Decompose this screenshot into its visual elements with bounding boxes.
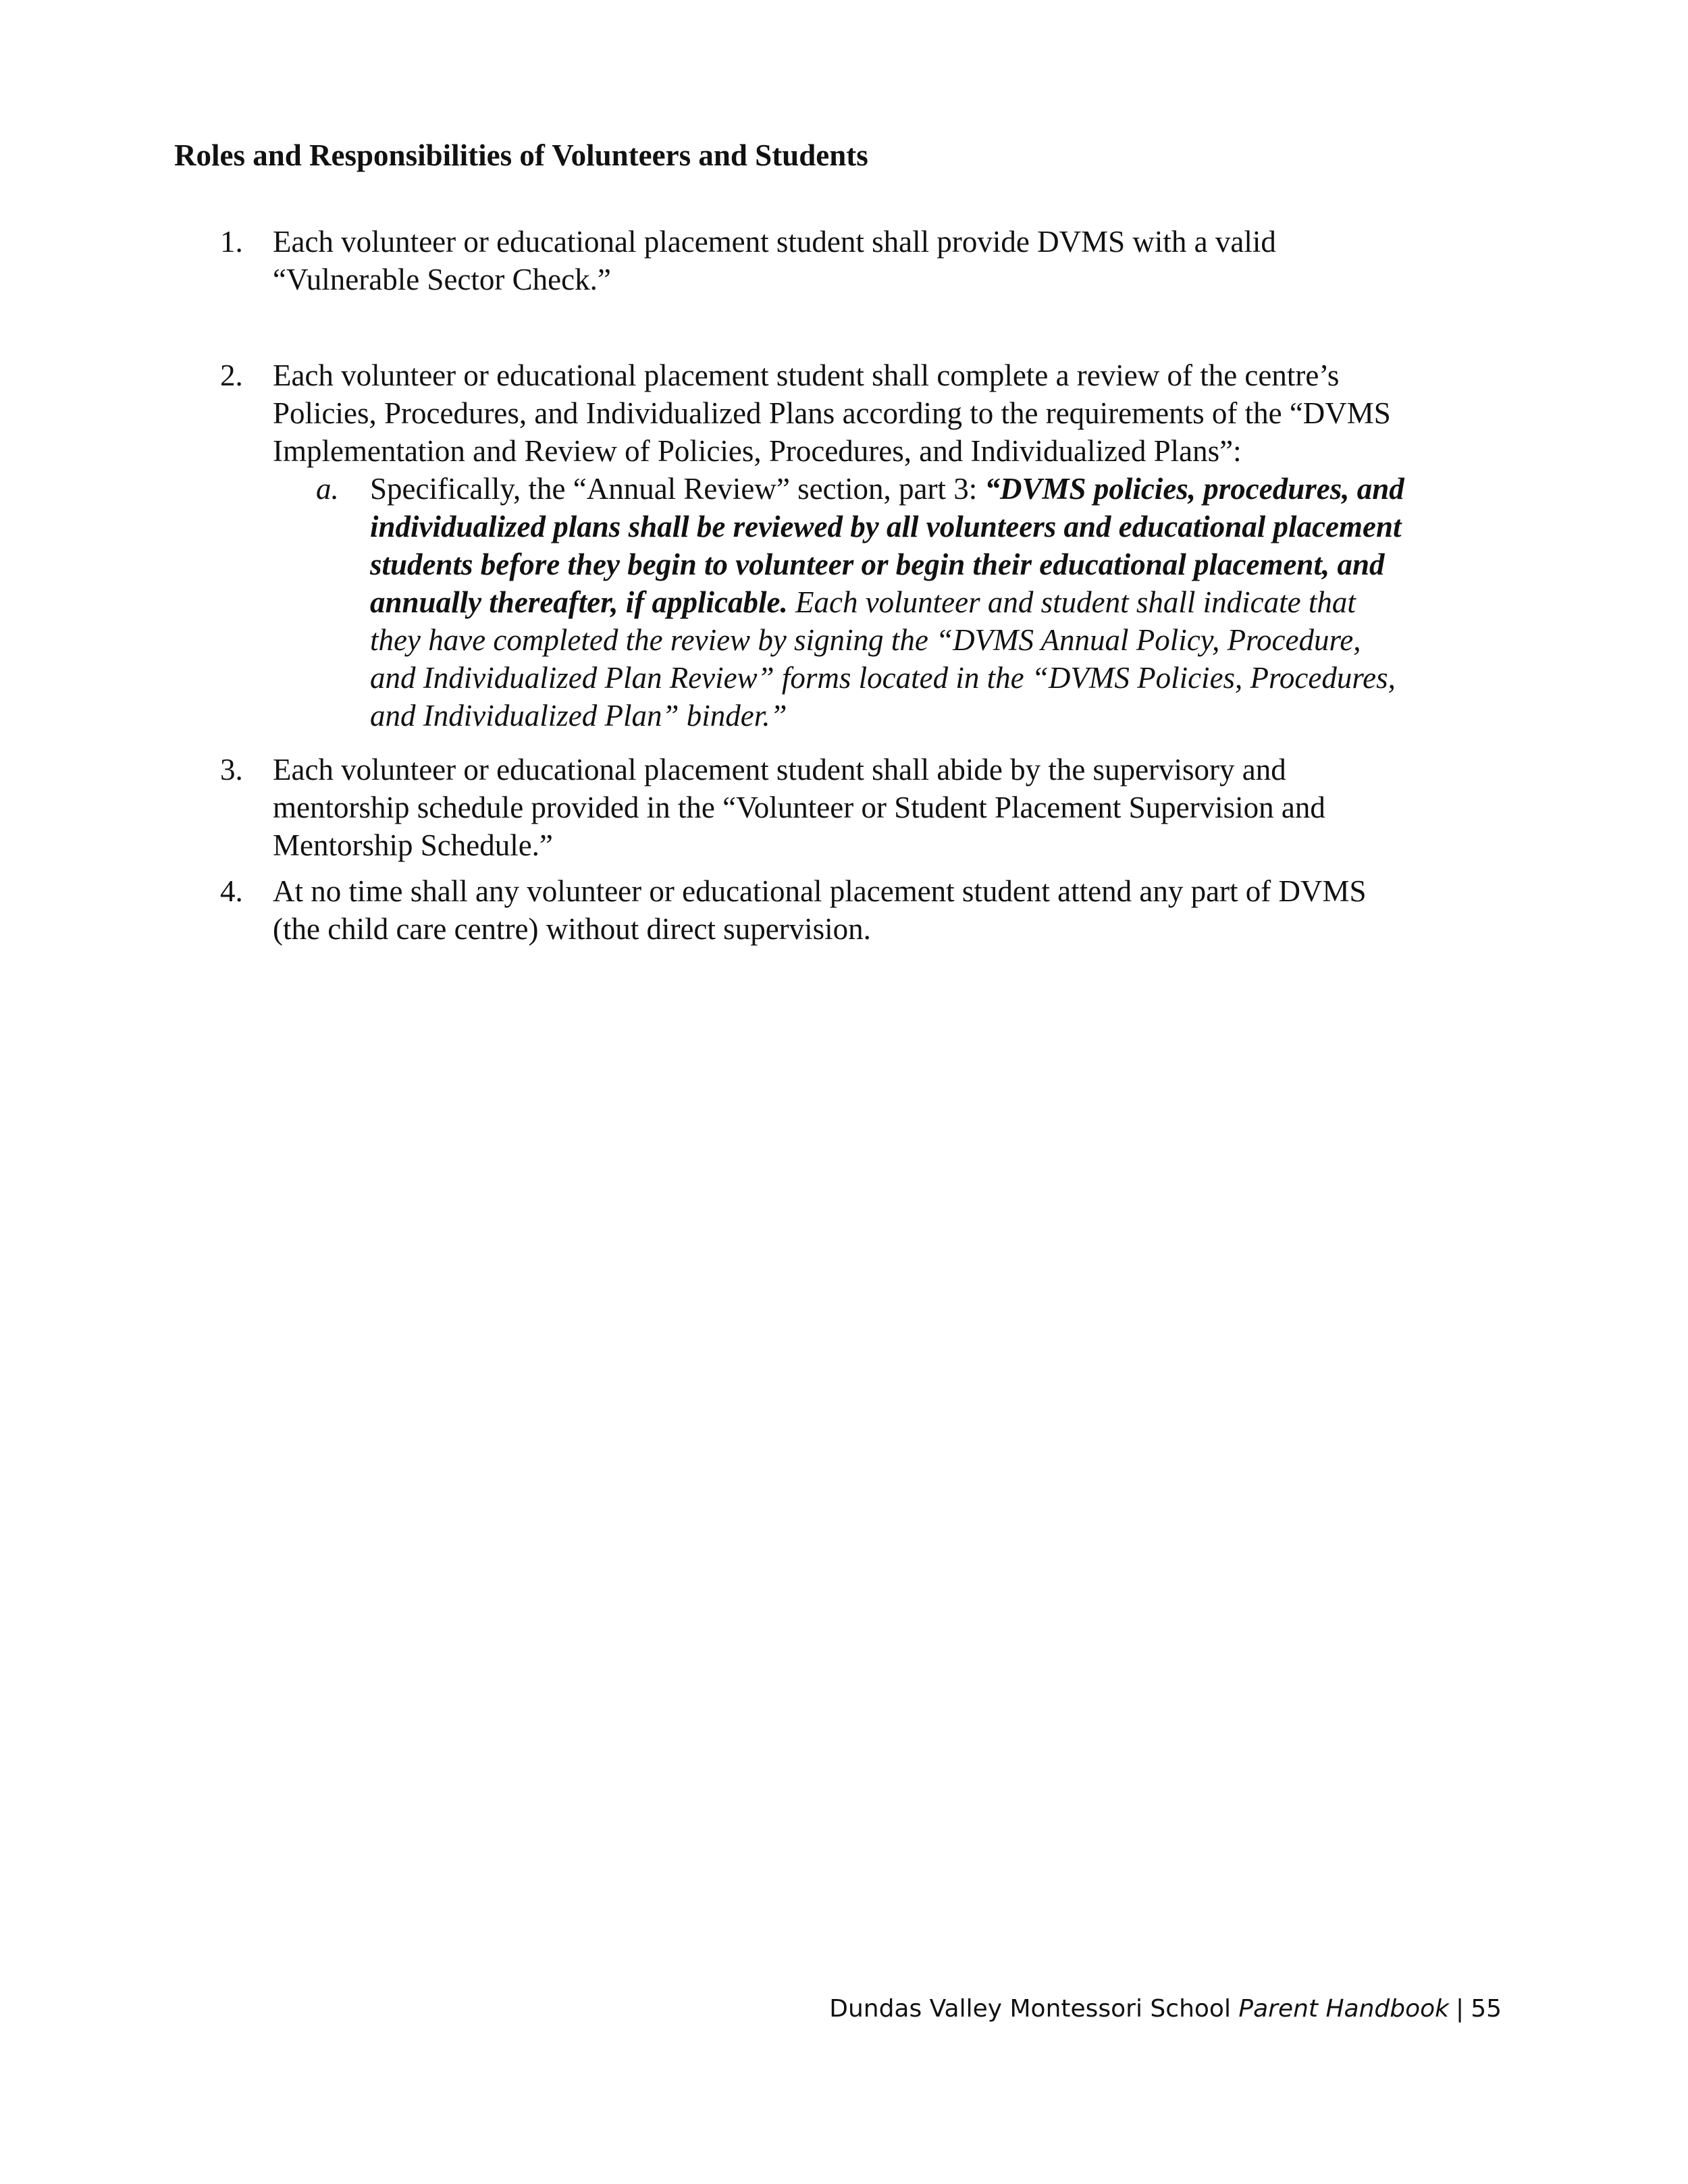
text-line: At no time shall any volunteer or educational placement student attend any part of DVMS [273, 874, 1367, 908]
text-line: “Vulnerable Sector Check.” [273, 263, 611, 296]
footer-school-name: Dundas Valley Montessori School [829, 1995, 1239, 2023]
italic-text: and Individualized Plan” binder.” [370, 699, 787, 733]
text-line [370, 583, 1585, 621]
emphasis-text: “DVMS policies, procedures, and [984, 472, 1404, 506]
sub-list-item-text [370, 470, 1585, 735]
italic-text: and Individualized Plan Review” forms located in the “DVMS Policies, Procedures, [370, 661, 1396, 695]
italic-text: Each volunteer and student shall indicate that [787, 585, 1356, 619]
list-marker: 4. [220, 874, 243, 908]
footer-separator: | [1456, 1995, 1465, 2023]
text-line: Each volunteer or educational placement student shall complete a review of the centre’s [273, 358, 1340, 392]
text-line: Policies, Procedures, and Individualized Plans according to the requirements of the “DVMS [273, 396, 1391, 430]
text-line: (the child care centre) without direct supervision. [273, 912, 871, 946]
text-line: Implementation and Review of Policies, Procedures, and Individualized Plans”: [273, 434, 1242, 468]
text-line [370, 470, 1585, 508]
text-run: Specifically, the “Annual Review” section, part 3: [370, 472, 985, 506]
text-line: mentorship schedule provided in the “Volunteer or Student Placement Supervision and [273, 791, 1325, 824]
text-line: Mentorship Schedule.” [273, 828, 553, 862]
emphasis-text: students before they begin to volunteer or begin their educational placement, and [370, 548, 1385, 581]
italic-text: they have completed the review by signing the “DVMS Annual Policy, Procedure, [370, 623, 1361, 657]
emphasis-text: annually thereafter, if applicable. [370, 585, 788, 619]
page-footer [829, 1993, 1502, 2025]
text-line: Each volunteer or educational placement student shall abide by the supervisory and [273, 753, 1286, 787]
list-marker: 2. [220, 358, 243, 392]
list-item-text [273, 356, 1556, 470]
list-item-text [273, 751, 1556, 864]
page-number: 55 [1471, 1995, 1502, 2023]
footer-handbook-title: Parent Handbook [1238, 1995, 1450, 2023]
list-marker: 1. [220, 225, 243, 259]
list-item-text [273, 872, 1556, 948]
sub-list-marker: a. [316, 472, 339, 506]
emphasis-text: individualized plans shall be reviewed by all volunteers and educational placement [370, 510, 1402, 543]
list-item-text [273, 223, 1556, 298]
text-line: Each volunteer or educational placement student shall provide DVMS with a valid [273, 225, 1276, 259]
section-heading: Roles and Responsibilities of Volunteers and Students [174, 138, 868, 172]
list-marker: 3. [220, 753, 243, 787]
